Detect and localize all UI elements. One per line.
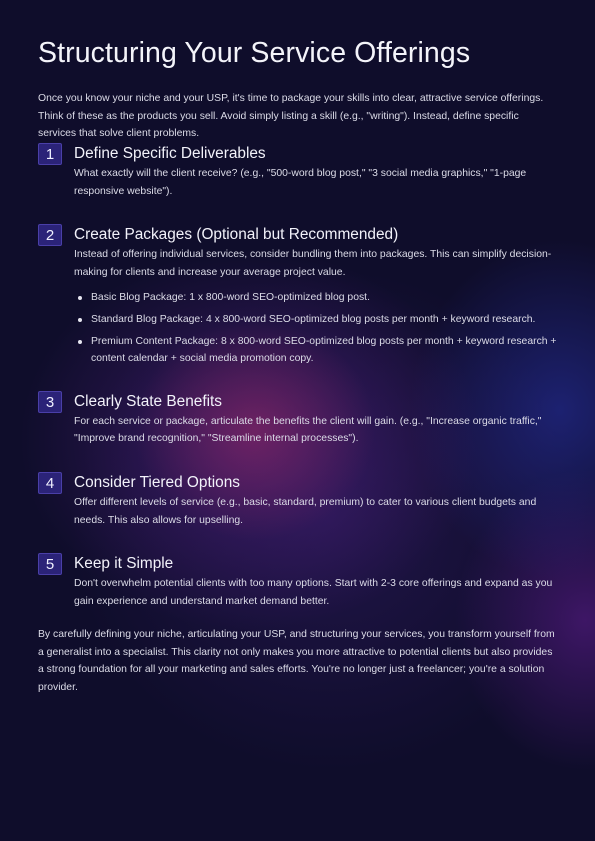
section-number-badge: 1 [38, 143, 62, 165]
conclusion-paragraph: By carefully defining your niche, articulating your USP, and structuring your services, you transform yourself from a generalist into a specialist. This clarity not only makes you more attractive to potential clients but also provides a strong foundation for all your marketing and sales efforts. You're no longer just a freelancer; you're a solution provider. [38, 629, 555, 694]
section-number-badge: 5 [38, 553, 62, 575]
section-body: Don't overwhelm potential clients with too many options. Start with 2-3 core offerings and expand as you gain experience and understand market demand better. [74, 578, 553, 607]
section-keep-simple [38, 553, 558, 610]
bullet-dot-icon [78, 340, 82, 344]
document-page [38, 36, 558, 697]
section-define-deliverables [38, 143, 558, 200]
section-title: Consider Tiered Options [74, 473, 240, 491]
list-item-text: Standard Blog Package: 4 x 800-word SEO-optimized blog posts per month + keyword research. [91, 313, 536, 325]
section-title: Keep it Simple [74, 555, 174, 573]
bullet-dot-icon [78, 296, 82, 300]
section-body: Offer different levels of service (e.g., basic, standard, premium) to cater to various client budgets and needs. This also allows for upselling. [74, 496, 537, 526]
section-number-badge: 2 [38, 224, 62, 246]
list-item-text: Basic Blog Package: 1 x 800-word SEO-optimized blog post. [91, 292, 370, 304]
package-list [74, 289, 558, 367]
section-tiered-options [38, 472, 558, 529]
section-create-packages [38, 224, 558, 368]
list-item [74, 289, 558, 307]
section-number-badge: 3 [38, 391, 62, 413]
bullet-dot-icon [78, 318, 82, 322]
section-number-badge: 4 [38, 472, 62, 494]
page-title: Structuring Your Service Offerings [38, 37, 471, 69]
section-title: Clearly State Benefits [74, 392, 222, 410]
section-body: Instead of offering individual services, consider bundling them into packages. This can simplify decision-making for clients and increase your average project value. [74, 249, 552, 278]
section-body: What exactly will the client receive? (e.g., "500-word blog post," "3 social media graphics," "1-page responsive website"). [74, 167, 527, 197]
list-item [74, 311, 558, 329]
list-item-text: Premium Content Package: 8 x 800-word SEO-optimized blog posts per month + keyword research + content calendar + social media promotion copy. [91, 335, 557, 365]
intro-paragraph: Once you know your niche and your USP, it's time to package your skills into clear, attractive service offerings. Think of these as the products you sell. Avoid simply listing a skill (e.g., "writing"). Instead, define specific services that solve client problems. [38, 93, 544, 140]
section-title: Define Specific Deliverables [74, 144, 266, 162]
section-body: For each service or package, articulate the benefits the client will gain. (e.g., "Increase organic traffic," "Improve brand recognition," "Streamline internal processes"). [74, 415, 542, 445]
list-item [74, 333, 558, 368]
section-state-benefits [38, 391, 558, 448]
section-title: Create Packages (Optional but Recommended) [74, 226, 399, 244]
